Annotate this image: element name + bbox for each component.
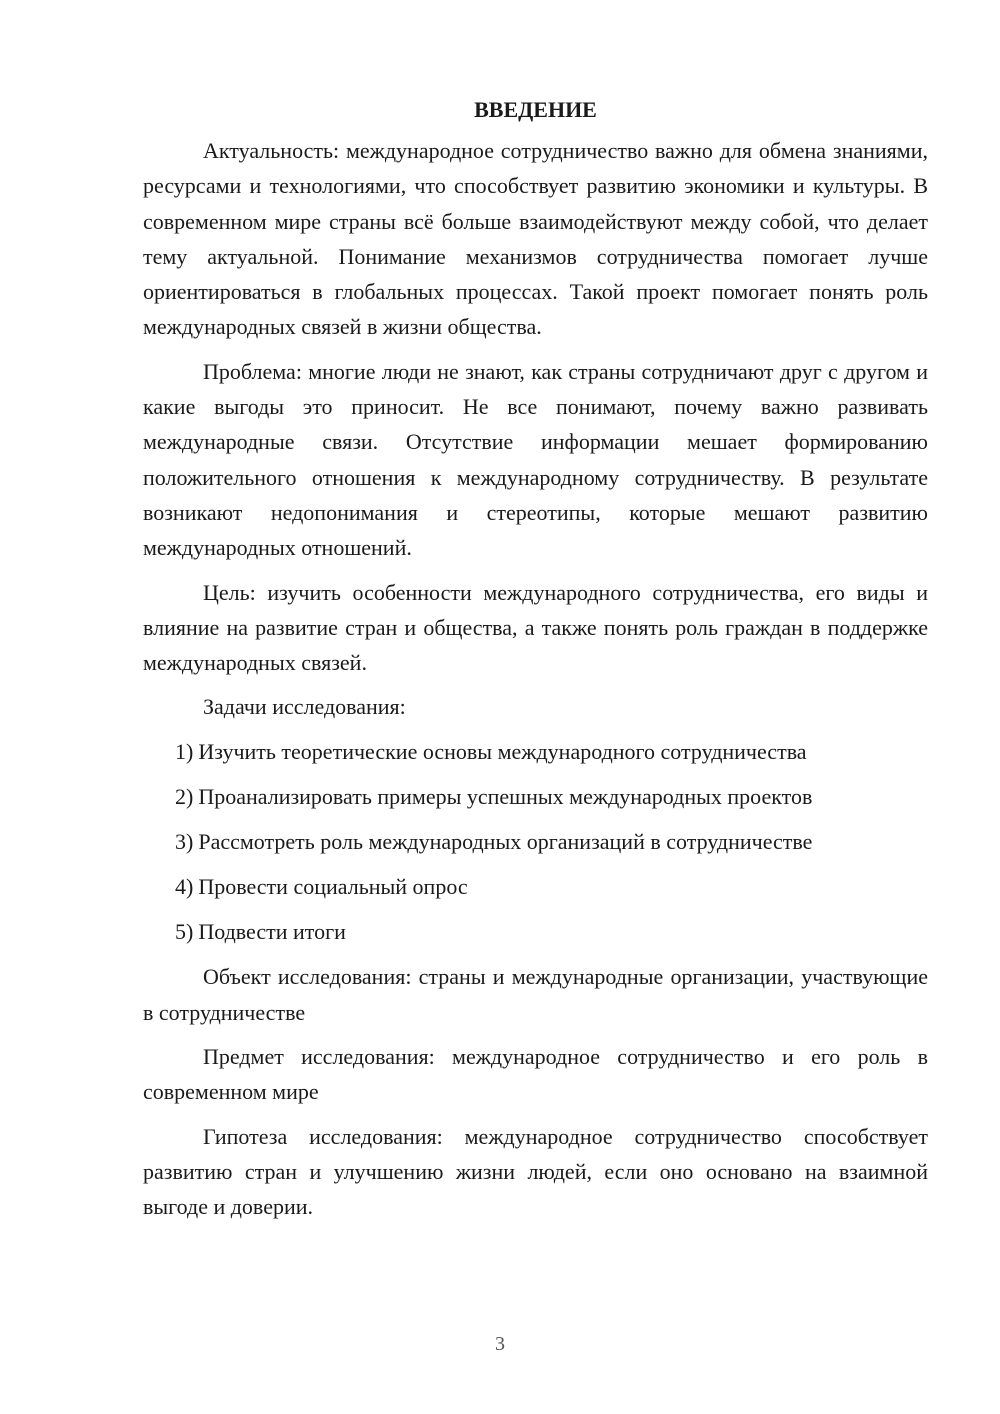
task-text: Изучить теоретические основы международного сотрудничества — [198, 739, 807, 765]
task-number: 5) — [175, 919, 194, 945]
page-title: ВВЕДЕНИЕ — [474, 97, 597, 122]
task-number: 4) — [175, 874, 194, 900]
task-text: Проанализировать примеры успешных международных проектов — [198, 784, 813, 810]
task-number: 2) — [175, 784, 194, 810]
task-number: 1) — [175, 739, 194, 765]
page-number: 3 — [495, 1333, 505, 1355]
document-page — [143, 92, 928, 1234]
task-item-3 — [143, 824, 928, 859]
task-text: Провести социальный опрос — [198, 874, 468, 900]
task-item-1 — [143, 734, 928, 769]
task-item-4 — [143, 869, 928, 904]
problem-paragraph: Проблема: многие люди не знают, как страны сотрудничают друг с другом и какие выгоды это приносит. Не все понимают, почему важно развивать международные связи. Отсутствие информации мешает формированию положительного отношения к международному сотрудничеству. В результате возникают недопонимания и стереотипы, которые мешают развитию международных отношений. — [143, 358, 928, 561]
task-number: 3) — [175, 829, 194, 855]
task-item-5 — [143, 914, 928, 949]
task-text: Подвести итоги — [198, 919, 346, 945]
goal-paragraph: Цель: изучить особенности международного сотрудничества, его виды и влияние на развитие стран и общества, а также понять роль граждан в поддержке международных связей. — [143, 579, 928, 676]
task-text: Рассмотреть роль международных организаций в сотрудничестве — [198, 829, 813, 855]
task-item-2 — [143, 779, 928, 814]
relevance-paragraph: Актуальность: международное сотрудничество важно для обмена знаниями, ресурсами и технологиями, что способствует развитию экономики и культуры. В современном мире страны всё больше взаимодействуют между собой, что делает тему актуальной. Понимание механизмов сотрудничества помогает лучше ориентироваться в глобальных процессах. Такой проект помогает понять роль международных связей в жизни общества. — [143, 138, 928, 340]
hypothesis-paragraph: Гипотеза исследования: международное сотрудничество способствует развитию стран и улучшению жизни людей, если оно основано на взаимной выгоде и доверии. — [143, 1123, 928, 1220]
subject-paragraph: Предмет исследования: международное сотрудничество и его роль в современном мире — [143, 1044, 928, 1105]
object-paragraph: Объект исследования: страны и международные организации, участвующие в сотрудничестве — [143, 964, 928, 1025]
tasks-heading: Задачи исследования: — [203, 694, 406, 720]
